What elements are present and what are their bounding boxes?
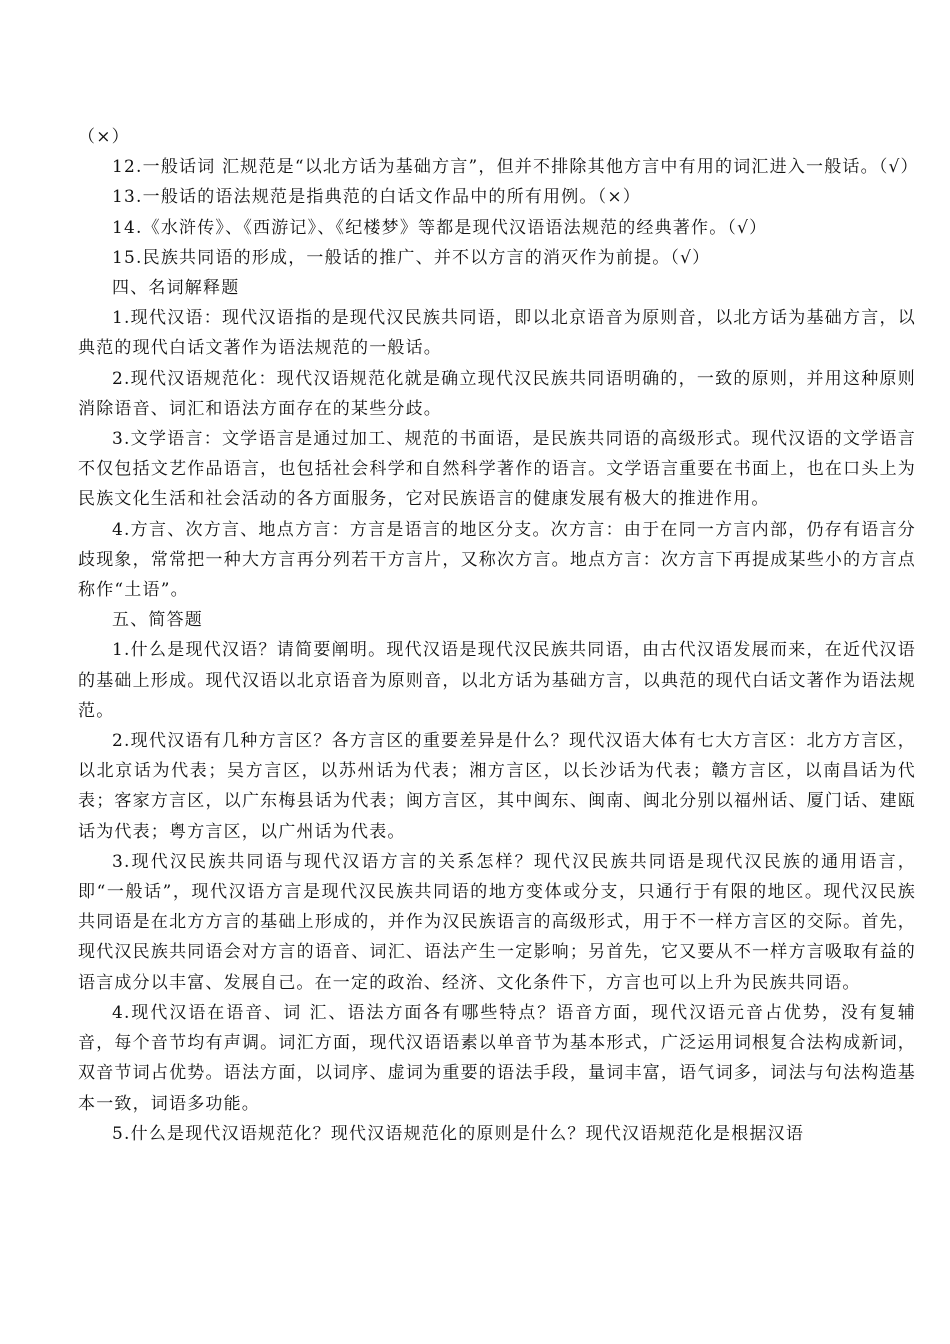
section-heading-short-answer: 五、简答题 bbox=[112, 610, 203, 631]
term-definition-1: 1.现代汉语：现代汉语指的是现代汉民族共同语，即以北京语音为原则音，以北方话为基础方言，以典范的现代白话文著作为语法规范的一般话。 bbox=[78, 308, 916, 359]
true-false-item-12: 12.一般话词 汇规范是“以北方话为基础方言”，但并不排除其他方言中有用的词汇进入一般话。（√） bbox=[112, 157, 919, 178]
term-definition-4: 4.方言、次方言、地点方言：方言是语言的地区分支。次方言：由于在同一方言内部，仍存有语言分歧现象，常常把一种大方言再分列若干方言片，又称次方言。地点方言：次方言下再提成某些小的方言点称作“土语”。 bbox=[78, 519, 916, 601]
section-heading-terms: 四、名词解释题 bbox=[112, 278, 240, 299]
term-definition-3: 3.文学语言：文学语言是通过加工、规范的书面语，是民族共同语的高级形式。现代汉语的文学语言不仅包括文艺作品语言，也包括社会科学和自然科学著作的语言。文学语言重要在书面上，也在口头上为民族文化生活和社会活动的各方面服务，它对民族语言的健康发展有极大的推进作用。 bbox=[78, 429, 916, 510]
short-answer-4: 4.现代汉语在语音、词 汇、语法方面各有哪些特点？语音方面，现代汉语元音占优势，没有复辅音，每个音节均有声调。词汇方面，现代汉语语素以单音节为基本形式，广泛运用词根复合法构成新词，双音节词占优势。语法方面，以词序、虚词为重要的语法手段，量词丰富，语气词多，词法与句法构造基本一致，词语多功能。 bbox=[78, 1002, 916, 1114]
short-answer-5: 5.什么是现代汉语规范化？现代汉语规范化的原则是什么？现代汉语规范化是根据汉语 bbox=[112, 1123, 805, 1144]
answer-continuation: （×） bbox=[78, 127, 130, 147]
short-answer-3: 3.现代汉民族共同语与现代汉语方言的关系怎样？现代汉民族共同语是现代汉民族的通用语言，即“一般话”，现代汉语方言是现代汉民族共同语的地方变体或分支，只通行于有限的地区。现代汉民族共同语是在北方方言的基础上形成的，并作为汉民族语言的高级形式，用于不一样方言区的交际。首先，现代汉民族共同语会对方言的语音、词汇、语法产生一定影响；另首先，它又要从不一样方言吸取有益的语言成分以丰富、发展自己。在一定的政治、经济、文化条件下，方言也可以上升为民族共同语。 bbox=[78, 851, 916, 993]
true-false-item-14: 14.《水浒传》、《西游记》、《纪楼梦》等都是现代汉语语法规范的经典著作。（√） bbox=[112, 217, 768, 238]
document-page bbox=[78, 122, 919, 1149]
true-false-item-15: 15.民族共同语的形成，一般话的推广、并不以方言的消灭作为前提。（√） bbox=[112, 247, 711, 268]
short-answer-1: 1.什么是现代汉语？请简要阐明。现代汉语是现代汉民族共同语，由古代汉语发展而来，在近代汉语的基础上形成。现代汉语以北京语音为原则音，以北方话为基础方言，以典范的现代白话文著作为语法规范。 bbox=[78, 640, 916, 721]
true-false-item-13: 13.一般话的语法规范是指典范的白话文作品中的所有用例。（×） bbox=[112, 187, 641, 208]
term-definition-2: 2.现代汉语规范化：现代汉语规范化就是确立现代汉民族共同语明确的，一致的原则，并用这种原则消除语音、词汇和语法方面存在的某些分歧。 bbox=[78, 368, 916, 419]
short-answer-2: 2.现代汉语有几种方言区？各方言区的重要差异是什么？现代汉语大体有七大方言区：北方方言区，以北京话为代表；吴方言区，以苏州话为代表；湘方言区，以长沙话为代表；赣方言区，以南昌话为代表；客家方言区，以广东梅县话为代表；闽方言区，其中闽东、闽南、闽北分别以福州话、厦门话、建瓯话为代表；粤方言区，以广州话为代表。 bbox=[78, 731, 916, 842]
